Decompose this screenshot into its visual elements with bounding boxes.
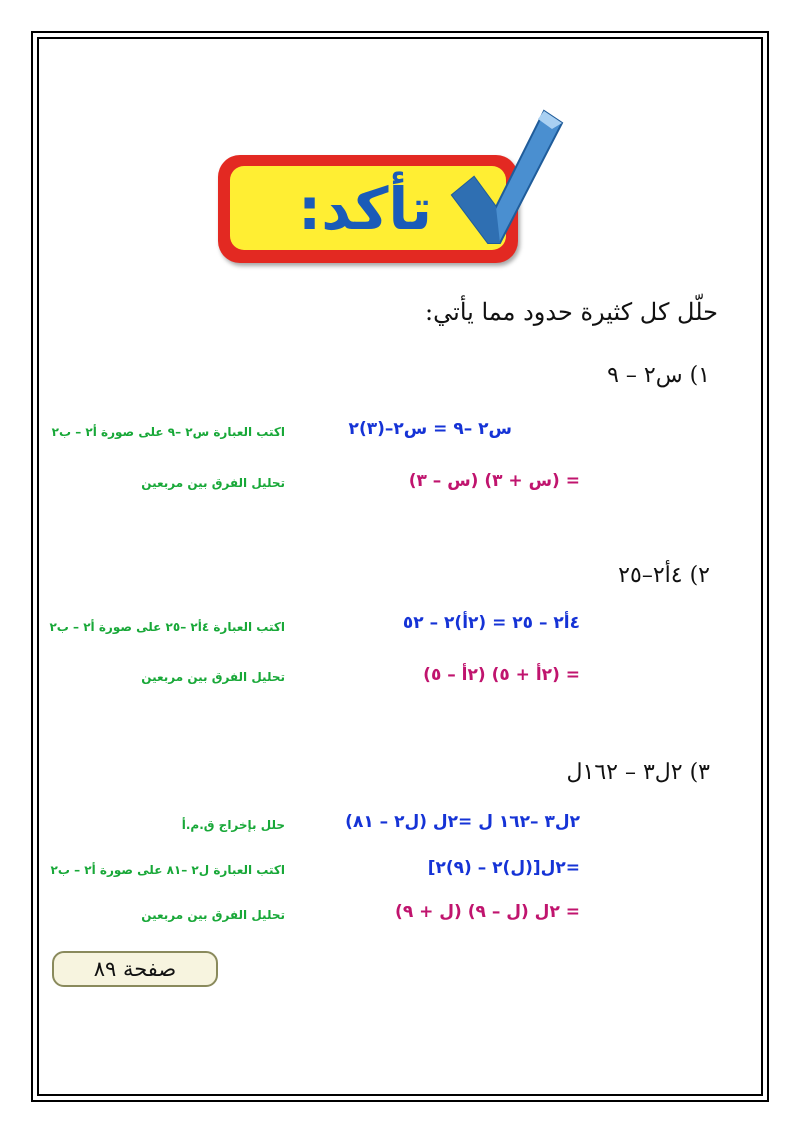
problem-3-step-3: = ٢ل (ل – ٩) (ل + ٩) bbox=[395, 902, 580, 922]
exercise-heading: حلّل كل كثيرة حدود مما يأتي: bbox=[425, 298, 718, 326]
problem-2-step-2: = (٢أ + ٥) (٢أ – ٥) bbox=[423, 665, 580, 685]
problem-3-note-1: حلل بإخراج ق.م.أ bbox=[181, 818, 285, 832]
problem-2-step-1: ٤أ٢ – ٢٥ = (٢أ)٢ – ٥٢ bbox=[402, 613, 580, 633]
problem-2-note-1: اكتب العبارة ٤أ٢ –٢٥ على صورة أ٢ – ب٢ bbox=[49, 620, 285, 634]
badge-title: تأكد: bbox=[298, 175, 432, 243]
problem-2-label: ٢) ٤أ٢–٢٥ bbox=[618, 563, 710, 588]
problem-1-step-1: س٢ –٩ = س٢–(٣)٢ bbox=[348, 419, 512, 439]
problem-3-note-3: تحليل الفرق بين مربعين bbox=[141, 908, 285, 922]
problem-3-note-2: اكتب العبارة ل٢ –٨١ على صورة أ٢ – ب٢ bbox=[50, 863, 285, 877]
problem-1-note-2: تحليل الفرق بين مربعين bbox=[141, 476, 285, 490]
page-number-label: صفحة ٨٩ bbox=[52, 951, 218, 987]
check-badge bbox=[218, 155, 538, 265]
problem-3-label: ٣) ٢ل٣ – ١٦٢ل bbox=[566, 760, 710, 785]
problem-1-step-2: = (س + ٣) (س – ٣) bbox=[408, 471, 580, 491]
problem-3-step-1: ٢ل٣ –١٦٢ ل =٢ل (ل٢ – ٨١) bbox=[345, 812, 580, 832]
problem-1-note-1: اكتب العبارة س٢ –٩ على صورة أ٢ – ب٢ bbox=[51, 425, 285, 439]
problem-1-label: ١) س٢ – ٩ bbox=[607, 363, 710, 388]
problem-2-note-2: تحليل الفرق بين مربعين bbox=[141, 670, 285, 684]
checkmark-icon bbox=[444, 103, 564, 253]
problem-3-step-2: =٢ل[(ل)٢ – (٩)٢] bbox=[427, 858, 580, 878]
